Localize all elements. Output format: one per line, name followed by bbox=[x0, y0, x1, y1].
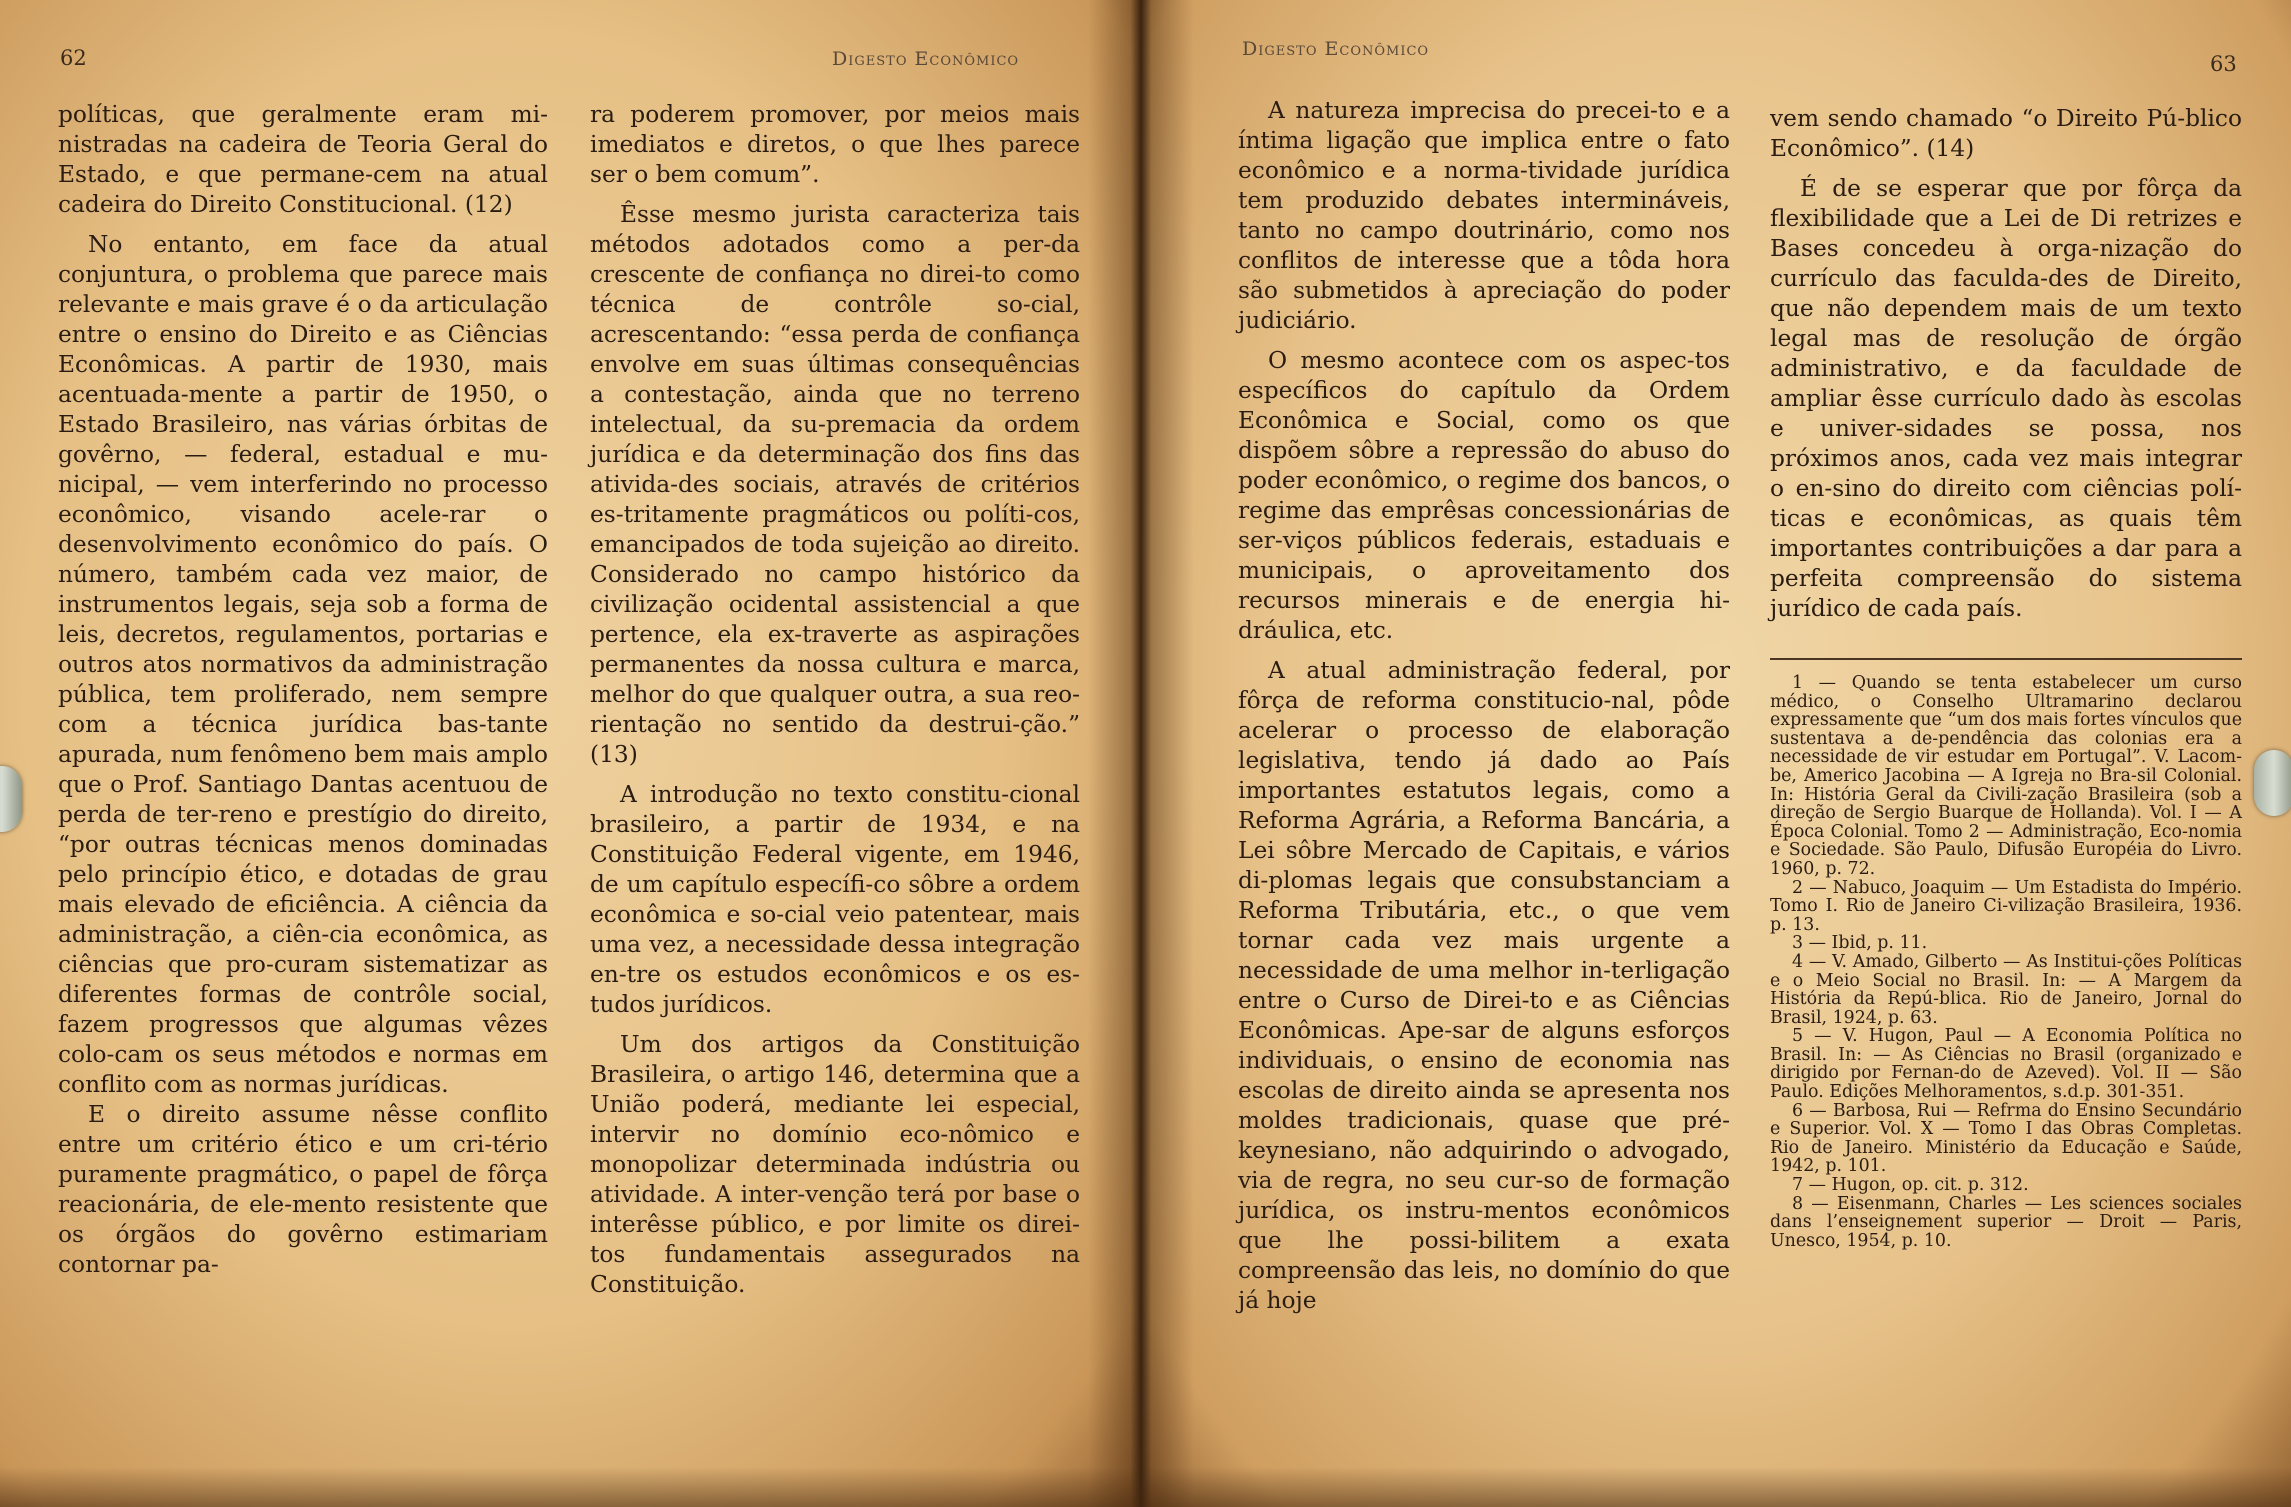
paragraph: Um dos artigos da Constituição Brasileira, o artigo 146, determina que a União poderá, mediante lei especial, intervir no domínio eco-nômico e monopolizar determinada indústria ou atividade. A inter-venção terá por base o interêsse público, e por limite os direi-tos fundamentais assegurados na Constituição. bbox=[590, 1031, 1080, 1298]
book-gutter bbox=[1088, 0, 1194, 1507]
text-column-1 bbox=[58, 100, 548, 1280]
footnote: 3 — Ibid, p. 11. bbox=[1792, 933, 1928, 954]
paragraph: A atual administração federal, por fôrça de reforma constitucio-nal, pôde acelerar o processo de elaboração legislativa, tendo já dado ao País importantes estatutos legais, como a Reforma Agrária, a Reforma Bancária, a Lei sôbre Mercado de Capitais, e vários di-plomas legais que consubstanciam a Reforma Tributária, etc., o que vem tornar cada vez mais urgente a necessidade de uma melhor in-terligação entre o Curso de Direi-to e as Ciências Econômicas. Ape-sar de alguns esforços individuais, o ensino de economia nas escolas de direito ainda se apresenta nos moldes tradicionais, quase que pré-keynesiano, não adquirindo o advogado, via de regra, no seu cur-so de formação jurídica, os instru-mentos econômicos que lhe possi-bilitem a exata compreensão das leis, no domínio do que já hoje bbox=[1238, 657, 1730, 1314]
footnote: 8 — Eisenmann, Charles — Les sciences sociales dans l’enseignement superior — Droit — Paris, Unesco, 1954, p. 10. bbox=[1770, 1193, 2242, 1251]
text-column-1 bbox=[1238, 96, 1730, 1316]
left-page bbox=[0, 0, 1140, 1507]
paragraph: Êsse mesmo jurista caracteriza tais métodos adotados como a per-da crescente de confiança no direi-to como técnica de contrôle so-cial, acrescentando: “essa perda de confiança envolve em suas últimas consequências a contestação, ainda que no terreno intelectual, da su-premacia da ordem jurídica e da determinação dos fins das ativida-des sociais, através de critérios es-tritamente pragmáticos ou políti-cos, emancipados de toda sujeição ao direito. Considerado no campo histórico da civilização ocidental assistencial a que pertence, ela ex-traverte as aspirações permanentes da nossa cultura e marca, melhor do que qualquer outra, a sua reo-rientação no sentido da destrui-ção.” (13) bbox=[590, 201, 1080, 768]
paragraph: O mesmo acontece com os aspec-tos específicos do capítulo da Ordem Econômica e Social, como os que dispõem sôbre a repressão do abuso do poder econômico, o regime dos bancos, o regime das emprêsas concessionárias de ser-viços públicos federais, estaduais e municipais, o aproveitamento dos recursos minerais e de energia hi-dráulica, etc. bbox=[1238, 347, 1730, 644]
footnote: 4 — V. Amado, Gilberto — As Institui-ções Políticas e o Meio Social no Brasil. In: — A Margem da História da Repú-blica. Rio de Janeiro, Jornal do Brasil, 1924, p. 63. bbox=[1770, 951, 2242, 1028]
paragraph: A introdução no texto constitu-cional brasileiro, a partir de 1934, e na Constituição Federal vigente, em 1946, de um capítulo específi-co sôbre a ordem econômica e so-cial veio patentear, mais uma vez, a necessidade dessa integração en-tre os estudos econômicos e os es-tudos jurídicos. bbox=[590, 781, 1080, 1018]
footnote-divider bbox=[1770, 658, 2242, 660]
page-edge-shadow bbox=[0, 1467, 2291, 1507]
paragraph: É de se esperar que por fôrça da flexibilidade que a Lei de Di retrizes e Bases concedeu à orga-nização do currículo das faculda-des de Direito, que não dependem mais de um texto legal mas de resolução de órgão administrativo, e da faculdade de ampliar êsse currículo dado às escolas e univer-sidades se possa, nos próximos anos, cada vez mais integrar o en-sino do direito com ciências polí-ticas e econômicas, as quais têm importantes contribuições a dar para a perfeita compreensão do sistema jurídico de cada país. bbox=[1770, 175, 2242, 622]
page-tab-marker bbox=[0, 766, 22, 832]
right-page bbox=[1140, 0, 2291, 1507]
text-column-2 bbox=[590, 100, 1080, 1300]
footnote: 6 — Barbosa, Rui — Refrma do Ensino Secundário e Superior. Vol. X — Tomo I das Obras Completas. Rio de Janeiro. Ministério da Educação e Saúde, 1942, p. 101. bbox=[1770, 1100, 2242, 1177]
paragraph: vem sendo chamado “o Direito Pú-blico Econômico”. (14) bbox=[1770, 105, 2242, 162]
paragraph: ra poderem promover, por meios mais imediatos e diretos, o que lhes parece ser o bem comum”. bbox=[590, 101, 1080, 188]
paragraph: A natureza imprecisa do precei-to e a íntima ligação que implica entre o fato econômico e a norma-tividade jurídica tem produzido debates intermináveis, tanto no campo doutrinário, como nos conflitos de interesse que a tôda hora são submetidos à apreciação do poder judiciário. bbox=[1238, 97, 1730, 334]
running-head: Digesto Econômico bbox=[1242, 38, 1430, 60]
paragraph: E o direito assume nêsse conflito entre um critério ético e um cri-tério puramente pragmático, o papel de fôrça reacionária, de ele-mento resistente que os órgãos do govêrno estimariam contornar pa- bbox=[58, 1101, 548, 1278]
page-number: 62 bbox=[60, 46, 87, 70]
footnote: 2 — Nabuco, Joaquim — Um Estadista do Império. Tomo I. Rio de Janeiro Ci-vilização Brasileira, 1936. p. 13. bbox=[1770, 877, 2242, 935]
text-column-2 bbox=[1770, 104, 2242, 624]
paragraph: políticas, que geralmente eram mi-nistradas na cadeira de Teoria Geral do Estado, e que permane-cem na atual cadeira do Direito Constitucional. (12) bbox=[58, 101, 548, 218]
footnote: 1 — Quando se tenta estabelecer um curso médico, o Conselho Ultramarino declarou expressamente que “um dos mais fortes vínculos que sustentava a de-pendência das colonias era a necessidade de vir estudar em Portugal”. V. Lacom-be, Americo Jacobina — A Igreja no Bra-sil Colonial. In: História Geral da Civili-zação Brasileira (sob a direção de Sergio Buarque de Hollanda). Vol. I — A Época Colonial. Tomo 2 — Administração, Eco-nomia e Sociedade. São Paulo, Difusão Européia do Livro. 1960, p. 72. bbox=[1770, 673, 2242, 879]
paragraph: No entanto, em face da atual conjuntura, o problema que parece mais relevante e mais grave é o da articulação entre o ensino do Direito e as Ciências Econômicas. A partir de 1930, mais acentuada-mente a partir de 1950, o Estado Brasileiro, nas várias órbitas de govêrno, — federal, estadual e mu-nicipal, — vem interferindo no processo econômico, visando acele-rar o desenvolvimento econômico do país. O número, também cada vez maior, de instrumentos legais, seja sob a forma de leis, decretos, regulamentos, portarias e outros atos normativos da administração pública, tem proliferado, nem sempre com a técnica jurídica bas-tante apurada, num fenômeno bem mais amplo que o Prof. Santiago Dantas acentuou de perda de ter-reno e prestígio do direito, “por outras técnicas menos dominadas pelo princípio ético, e dotadas de grau mais elevado de eficiência. A ciência da administração, a ciên-cia econômica, as ciências que pro-curam sistematizar as diferentes formas de contrôle social, fazem progressos que algumas vêzes colo-cam os seus métodos e normas em conflito com as normas jurídicas. bbox=[58, 231, 548, 1098]
page-tab-marker bbox=[2254, 750, 2291, 816]
footnote: 5 — V. Hugon, Paul — A Economia Política no Brasil. In: — As Ciências no Brasil (organizado e dirigido por Fernan-do de Azeved). Vol. II — São Paulo. Edições Melhoramentos, s.d.p. 301-351. bbox=[1770, 1026, 2242, 1103]
running-head: Digesto Econômico bbox=[832, 48, 1020, 70]
page-number: 63 bbox=[2210, 52, 2237, 76]
footnote: 7 — Hugon, op. cit. p. 312. bbox=[1792, 1175, 2029, 1196]
footnotes bbox=[1770, 674, 2242, 1250]
